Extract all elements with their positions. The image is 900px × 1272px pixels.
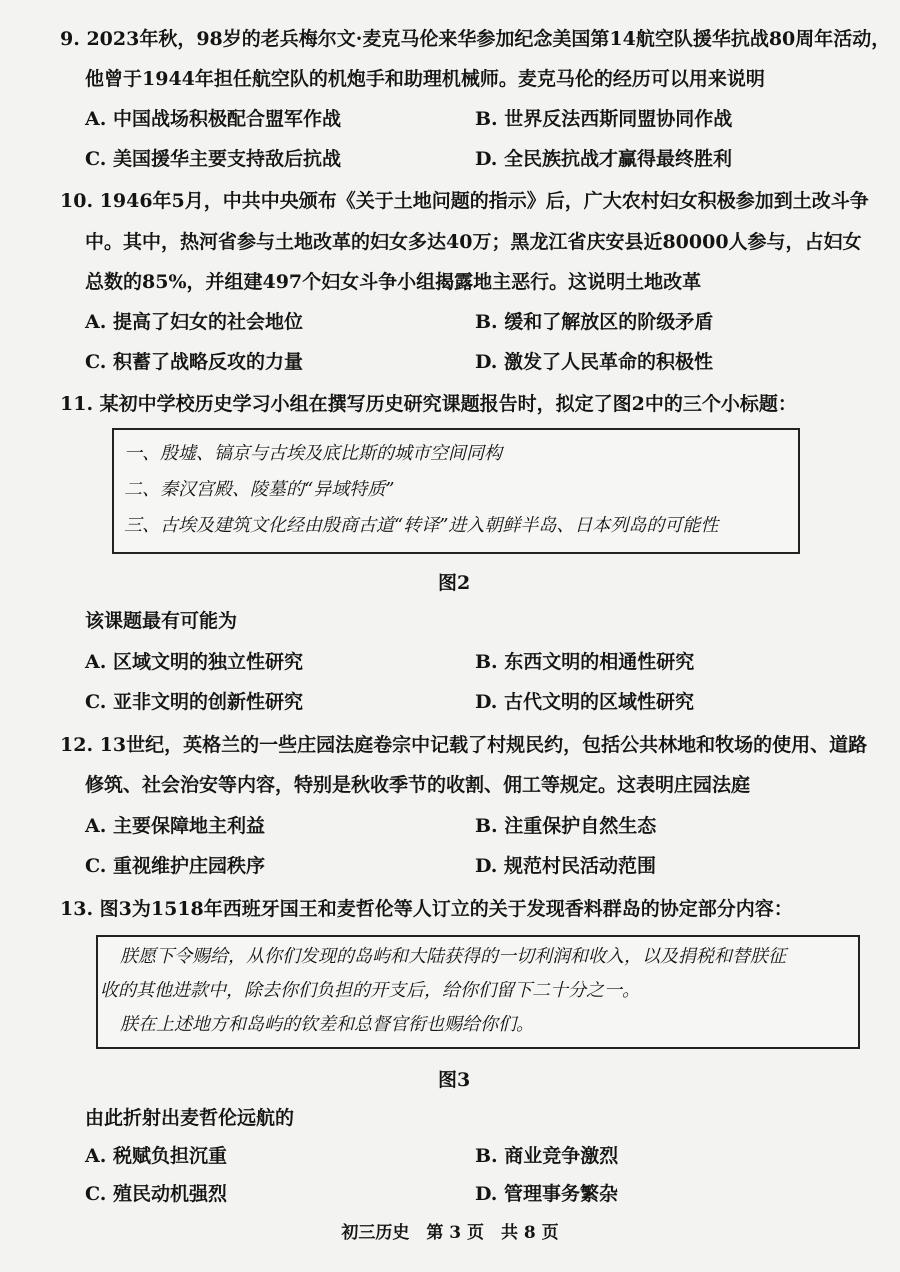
figure-3-line-2: 收的其他进款中，除去你们负担的开支后，给你们留下二十分之一。: [100, 980, 640, 1001]
figure-2-caption: 图2: [438, 572, 471, 594]
q9-stem-line-2: 他曾于1944年担任航空队的机炮手和助理机械师。麦克马伦的经历可以用来说明: [85, 68, 765, 90]
q10-option-d[interactable]: D. 激发了人民革命的积极性: [475, 351, 714, 373]
figure-3-line-1: 朕愿下令赐给，从你们发现的岛屿和大陆获得的一切利润和收入，以及捐税和替朕征: [120, 946, 786, 967]
q12-option-c[interactable]: C. 重视维护庄园秩序: [85, 855, 266, 877]
q9-option-b[interactable]: B. 世界反法西斯同盟协同作战: [475, 108, 733, 130]
q11-stem-line-1: 11. 某初中学校历史学习小组在撰写历史研究课题报告时，拟定了图2中的三个小标题：: [60, 393, 797, 415]
q13-stem-line-1: 13. 图3为1518年西班牙国王和麦哲伦等人订立的关于发现香料群岛的协定部分内容：: [60, 898, 793, 920]
q13-option-c[interactable]: C. 殖民动机强烈: [85, 1183, 228, 1205]
q10-stem-line-1: 10. 1946年5月，中共中央颁布《关于土地问题的指示》后，广大农村妇女积极参加到土改斗争: [60, 190, 869, 212]
q10-option-a[interactable]: A. 提高了妇女的社会地位: [85, 311, 303, 333]
q11-question-prompt: 该课题最有可能为: [85, 610, 238, 632]
page-footer: 初三历史 第 3 页 共 8 页: [341, 1223, 559, 1243]
q12-option-d[interactable]: D. 规范村民活动范围: [475, 855, 657, 877]
q9-option-a[interactable]: A. 中国战场积极配合盟军作战: [85, 108, 341, 130]
q12-stem-line-2: 修筑、社会治安等内容，特别是秋收季节的收割、佣工等规定。这表明庄园法庭: [85, 774, 751, 796]
q12-option-b[interactable]: B. 注重保护自然生态: [475, 815, 657, 837]
q10-option-b[interactable]: B. 缓和了解放区的阶级矛盾: [475, 311, 714, 333]
q11-option-c[interactable]: C. 亚非文明的创新性研究: [85, 691, 304, 713]
q10-stem-line-2: 中。其中，热河省参与土地改革的妇女多达40万；黑龙江省庆安县近80000人参与，占妇女: [85, 231, 862, 253]
q13-option-a[interactable]: A. 税赋负担沉重: [85, 1145, 227, 1167]
figure-2-line-2: 二、秦汉宫殿、陵墓的“异域特质”: [124, 479, 395, 500]
figure-3-line-3: 朕在上述地方和岛屿的钦差和总督官衔也赐给你们。: [120, 1014, 534, 1035]
figure-3-caption: 图3: [438, 1069, 471, 1091]
q10-stem-line-3: 总数的85%，并组建497个妇女斗争小组揭露地主恶行。这说明土地改革: [85, 271, 702, 293]
q11-option-d[interactable]: D. 古代文明的区域性研究: [475, 691, 695, 713]
figure-2-line-3: 三、古埃及建筑文化经由殷商古道“转译”进入朝鲜半岛、日本列岛的可能性: [124, 515, 719, 536]
q11-option-a[interactable]: A. 区域文明的独立性研究: [85, 651, 303, 673]
q9-stem-line-1: 9. 2023年秋，98岁的老兵梅尔文·麦克马伦来华参加纪念美国第14航空队援华抗战80周年活动，: [60, 28, 891, 50]
q13-question-prompt: 由此折射出麦哲伦远航的: [85, 1107, 295, 1129]
q11-option-b[interactable]: B. 东西文明的相通性研究: [475, 651, 695, 673]
q10-option-c[interactable]: C. 积蓄了战略反攻的力量: [85, 351, 304, 373]
figure-2-line-1: 一、殷墟、镐京与古埃及底比斯的城市空间同构: [124, 443, 502, 464]
q13-option-d[interactable]: D. 管理事务繁杂: [475, 1183, 619, 1205]
q9-option-d[interactable]: D. 全民族抗战才赢得最终胜利: [475, 148, 733, 170]
q13-option-b[interactable]: B. 商业竞争激烈: [475, 1145, 619, 1167]
q12-stem-line-1: 12. 13世纪，英格兰的一些庄园法庭卷宗中记载了村规民约，包括公共林地和牧场的使用、道路: [60, 734, 868, 756]
q9-option-c[interactable]: C. 美国援华主要支持敌后抗战: [85, 148, 342, 170]
figure-2-box: [112, 428, 800, 554]
q12-option-a[interactable]: A. 主要保障地主利益: [85, 815, 265, 837]
figure-3-box: [96, 935, 860, 1049]
